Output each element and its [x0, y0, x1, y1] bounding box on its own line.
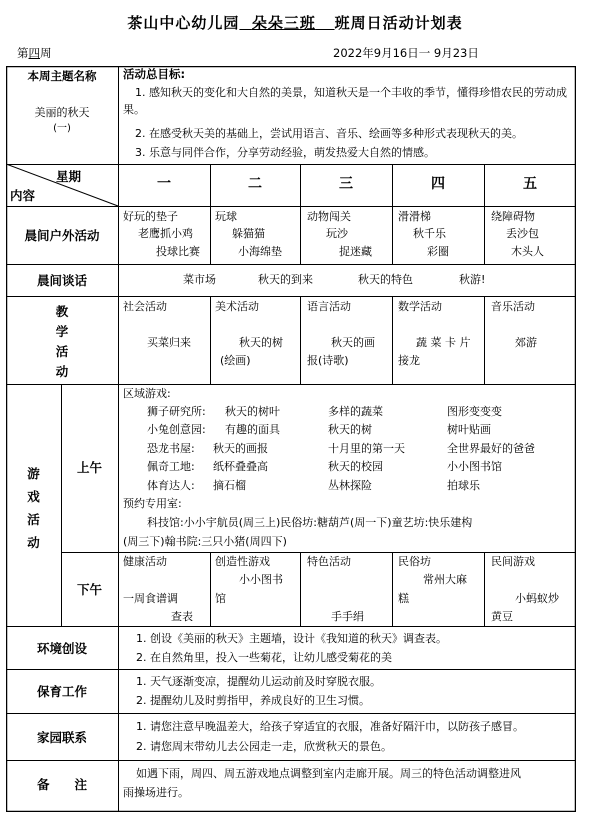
care-item-1: 1. 天气逐渐变凉，提醒幼儿运动前及时穿脱衣服。 — [136, 675, 381, 688]
games-pm-label: 下午 — [76, 582, 102, 597]
day-header-1: 一 — [157, 176, 171, 192]
pm-mon-subject: 健康活动 — [123, 555, 167, 568]
week-label: 第四周 — [17, 46, 52, 60]
outdoor-mon-3: 投球比赛 — [156, 245, 200, 258]
content-label: 内容 — [10, 188, 36, 203]
family-item-2: 2. 请您周末带幼儿去公园走一走，欣赏秋天的景色。 — [136, 740, 392, 753]
goals-header: 活动总目标: — [123, 67, 186, 81]
pm-mon-3: 查表 — [171, 610, 193, 623]
class-name: 朵朵三班 — [251, 14, 316, 32]
talk-item-3: 秋天的特色 — [358, 273, 413, 286]
pm-wed-subject: 特色活动 — [307, 555, 351, 568]
room-line-2: (周三下)翰书院:三只小猪(周四下) — [123, 535, 287, 548]
teaching-fri-1: 郊游 — [515, 336, 537, 349]
room-line-1: 科技馆:小小宇航员(周三上)民俗坊:糖葫芦(周一下)童艺坊:快乐建构 — [147, 516, 473, 529]
area-3-b: 十月里的第一天 — [328, 442, 405, 455]
area-name-1: 狮子研究所: — [147, 405, 206, 418]
teaching-label: 教 学 活 动 — [55, 304, 69, 379]
area-2-c: 树叶贴画 — [447, 423, 491, 436]
area-name-4: 佩奇工地: — [147, 460, 195, 473]
school-name: 茶山中心幼儿园 — [127, 14, 240, 32]
day-header-4: 四 — [431, 176, 445, 192]
talk-item-1: 菜市场 — [183, 273, 216, 286]
environment-label: 环境创设 — [36, 641, 87, 656]
area-name-2: 小兔创意园: — [147, 423, 206, 436]
games-am-label: 上午 — [76, 460, 102, 475]
weekday-label: 星期 — [56, 169, 82, 184]
pm-tue-1: 小小图书 — [239, 573, 283, 586]
outdoor-fri-2: 丢沙包 — [506, 227, 539, 240]
goal-item-2: 2. 在感受秋天美的基础上，尝试用语言、音乐、绘画等多种形式表现秋天的美。 — [135, 127, 523, 140]
area-1-a: 秋天的树叶 — [225, 405, 280, 418]
games-label: 游 戏 活 动 — [27, 466, 40, 550]
teaching-wed-1: 秋天的画 — [331, 336, 375, 349]
pm-wed-3: 手手绢 — [331, 610, 364, 623]
area-2-b: 秋天的树 — [328, 423, 372, 436]
room-header: 预约专用室: — [123, 497, 182, 510]
teaching-wed-subject: 语言活动 — [307, 300, 351, 313]
teaching-thu-subject: 数学活动 — [398, 300, 442, 313]
theme-name: 美丽的秋天 — [34, 106, 90, 119]
teaching-tue-subject: 美术活动 — [215, 300, 259, 313]
area-4-a: 纸杯叠叠高 — [213, 460, 268, 473]
outdoor-fri-1: 绕障碍物 — [491, 210, 535, 223]
area-2-a: 有趣的面具 — [225, 423, 280, 436]
teaching-thu-2: 接龙 — [398, 354, 420, 367]
talk-label: 晨间谈话 — [36, 273, 87, 288]
area-name-5: 体育达人: — [147, 479, 195, 492]
teaching-tue-1: 秋天的树 — [239, 336, 283, 349]
family-label: 家园联系 — [36, 730, 87, 745]
care-label: 保育工作 — [36, 684, 87, 699]
outdoor-tue-3: 小海绵垫 — [238, 245, 282, 258]
teaching-fri-subject: 音乐活动 — [491, 300, 535, 313]
notes-label: 备 注 — [36, 777, 87, 792]
plan-table — [6, 66, 576, 812]
teaching-tue-2: (绘画) — [220, 354, 251, 367]
area-1-b: 多样的蔬菜 — [328, 405, 383, 418]
outdoor-mon-2: 老鹰抓小鸡 — [138, 227, 193, 240]
day-header-5: 五 — [523, 176, 537, 192]
outdoor-wed-3: 捉迷藏 — [339, 245, 372, 258]
pm-thu-1: 常州大麻 — [423, 573, 467, 586]
date-range: 2022年9月16日一 9月23日 — [333, 46, 479, 60]
pm-fri-3: 黄豆 — [491, 610, 513, 623]
outdoor-thu-1: 滑滑梯 — [398, 210, 431, 223]
title-suffix: 班周日活动计划表 — [334, 14, 463, 32]
notes-line-1: 如遇下雨，周四、周五游戏地点调整到室内走廊开展。周三的特色活动调整进风 — [136, 767, 521, 780]
area-5-b: 丛林探险 — [328, 479, 372, 492]
care-item-2: 2. 提醒幼儿及时剪指甲，养成良好的卫生习惯。 — [136, 694, 370, 707]
notes-line-2: 雨操场进行。 — [123, 786, 189, 799]
teaching-wed-2: 报(诗歌) — [307, 354, 349, 367]
pm-tue-subject: 创造性游戏 — [215, 555, 270, 568]
outdoor-mon-1: 好玩的垫子 — [123, 210, 178, 223]
family-item-1: 1. 请您注意早晚温差大，给孩子穿适宜的衣服，准备好隔汗巾，以防孩子感冒。 — [136, 720, 524, 733]
theme-number: (一) — [53, 123, 71, 134]
teaching-thu-1: 蔬 菜 卡 片 — [416, 336, 471, 349]
teaching-mon-subject: 社会活动 — [123, 300, 167, 313]
outdoor-tue-2: 躲猫猫 — [232, 227, 265, 240]
outdoor-wed-2: 玩沙 — [326, 227, 348, 240]
area-4-c: 小小图书馆 — [447, 460, 502, 473]
goal-item-1: 1. 感知秋天的变化和大自然的美景，知道秋天是一个丰收的季节，懂得珍惜农民的劳动成果。 — [123, 86, 567, 116]
teaching-mon-1: 买菜归来 — [147, 336, 191, 349]
talk-item-2: 秋天的到来 — [258, 273, 313, 286]
area-name-3: 恐龙书屋: — [147, 442, 195, 455]
page-title — [0, 12, 590, 33]
outdoor-thu-3: 彩圈 — [427, 245, 449, 258]
pm-fri-subject: 民间游戏 — [491, 555, 535, 568]
environment-item-2: 2. 在自然角里，投入一些菊花，让幼儿感受菊花的美 — [136, 651, 392, 664]
area-1-c: 图形变变变 — [447, 405, 502, 418]
outdoor-wed-1: 动物闯关 — [307, 210, 351, 223]
talk-item-4: 秋游! — [459, 273, 486, 286]
day-header-3: 三 — [339, 176, 353, 192]
pm-fri-2: 小蚂蚁炒 — [515, 592, 559, 605]
outdoor-tue-1: 玩球 — [215, 210, 237, 223]
day-header-2: 二 — [248, 176, 262, 192]
area-5-a: 摘石榴 — [213, 479, 246, 492]
theme-header: 本周主题名称 — [27, 69, 97, 83]
environment-item-1: 1. 创设《美丽的秋天》主题墙，设计《我知道的秋天》调查表。 — [136, 632, 447, 645]
area-5-c: 拍球乐 — [447, 479, 480, 492]
area-3-c: 全世界最好的爸爸 — [447, 442, 535, 455]
area-4-b: 秋天的校园 — [328, 460, 383, 473]
area-games-header: 区域游戏: — [123, 387, 171, 400]
area-3-a: 秋天的画报 — [213, 442, 268, 455]
outdoor-label: 晨间户外活动 — [24, 228, 100, 243]
pm-tue-2: 馆 — [215, 592, 226, 605]
outdoor-thu-2: 秋千乐 — [413, 227, 446, 240]
pm-thu-subject: 民俗坊 — [398, 555, 431, 568]
pm-mon-2: 一周食谱调 — [123, 592, 178, 605]
goal-item-3: 3. 乐意与同伴合作，分享劳动经验，萌发热爱大自然的情感。 — [135, 146, 435, 159]
outdoor-fri-3: 木头人 — [511, 245, 544, 258]
pm-thu-2: 糕 — [398, 592, 409, 605]
